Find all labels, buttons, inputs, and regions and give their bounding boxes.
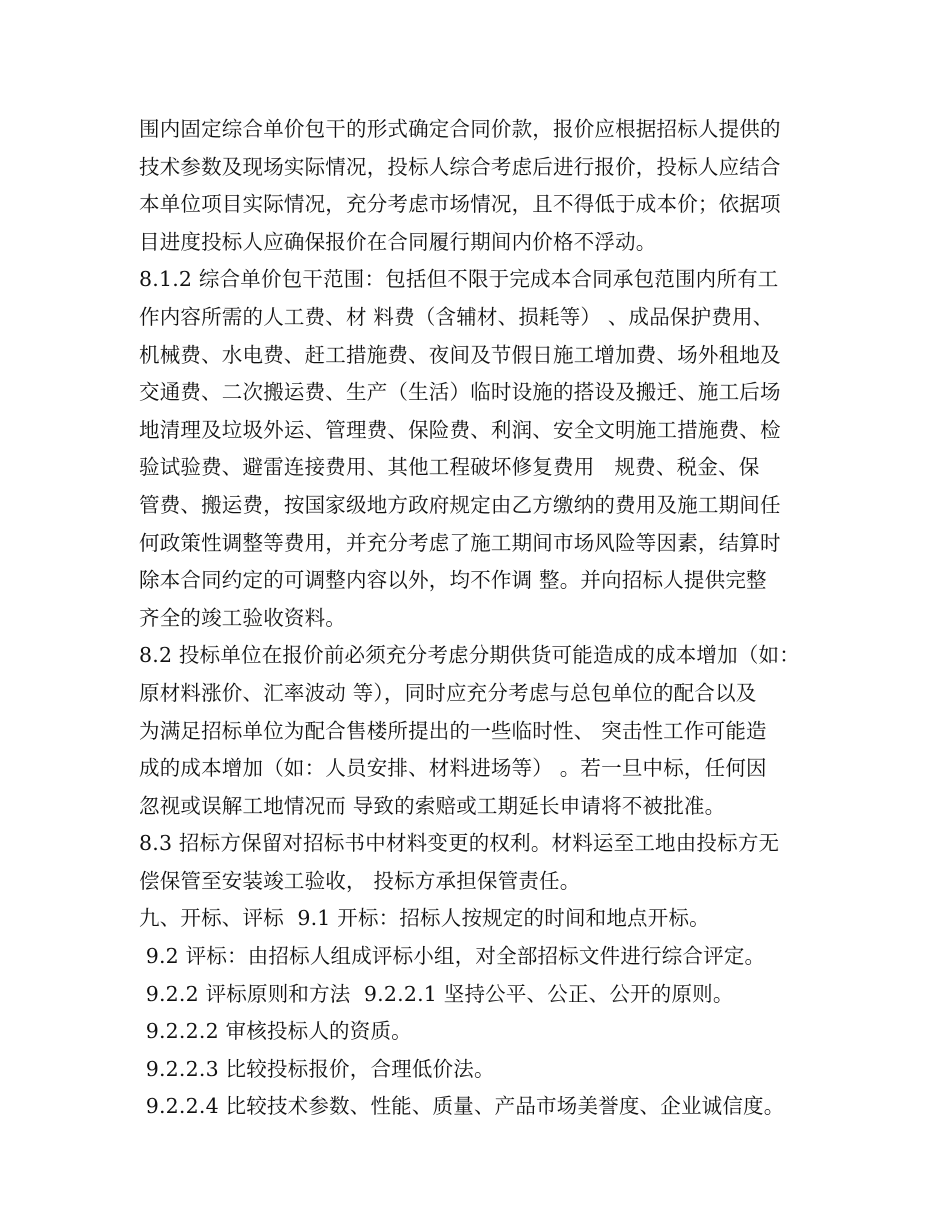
text-line: 地清理及垃圾外运、管理费、保险费、利润、安全文明施工措施费、检 [139, 417, 781, 442]
clause-8-2-line: 8.2 投标单位在报价前必须充分考虑分期供货可能造成的成本增加（如： [139, 643, 800, 668]
text-line: 忽视或误解工地情况而 导致的索赔或工期延长申请将不被批准。 [139, 793, 726, 818]
text-line: 围内固定综合单价包干的形式确定合同价款，报价应根据招标人提供的 [139, 117, 781, 141]
text-line: 本单位项目实际情况，充分考虑市场情况，且不得低于成本价；依据项 [139, 192, 781, 217]
text-line: 作内容所需的人工费、材 料费（含辅材、损耗等） 、成品保护费用、 [139, 304, 774, 329]
document-body [139, 111, 839, 1126]
text-line: 管费、搬运费，按国家级地方政府规定由乙方缴纳的费用及施工期间任 [139, 492, 781, 517]
text-line: 原材料涨价、汇率波动 等），同时应充分考虑与总包单位的配合以及 [139, 680, 757, 705]
clause-9-2-2-2-line: 9.2.2.2 审核投标人的资质。 [139, 1019, 412, 1044]
text-line: 交通费、二次搬运费、生产（生活）临时设施的搭设及搬迁、施工后场 [139, 380, 781, 405]
text-line: 除本合同约定的可调整内容以外，均不作调 整。并向招标人提供完整 [139, 568, 767, 593]
clause-9-2-line: 9.2 评标：由招标人组成评标小组，对全部招标文件进行综合评定。 [139, 944, 766, 969]
text-line: 何政策性调整等费用，并充分考虑了施工期间市场风险等因素，结算时 [139, 530, 781, 555]
section-9-heading-line: 九、开标、评标 9.1 开标：招标人按规定的时间和地点开标。 [139, 906, 710, 931]
text-line: 偿保管至安装竣工验收， 投标方承担保管责任。 [139, 868, 581, 893]
clause-9-2-2-4-line: 9.2.2.4 比较技术参数、性能、质量、产品市场美誉度、企业诚信度。 [139, 1094, 785, 1119]
text-line: 验试验费、避雷连接费用、其他工程破坏修复费用 规费、税金、保 [139, 455, 760, 480]
text-line: 为满足招标单位为配合售楼所提出的一些临时性、 突击性工作可能造 [139, 718, 767, 743]
clause-8-3-line: 8.3 招标方保留对招标书中材料变更的权利。材料运至工地由投标方无 [139, 831, 780, 856]
text-line: 目进度投标人应确保报价在合同履行期间内价格不浮动。 [139, 229, 657, 254]
text-line: 齐全的竣工验收资料。 [139, 605, 346, 630]
text-line: 技术参数及现场实际情况，投标人综合考虑后进行报价，投标人应结合 [139, 154, 781, 179]
clause-9-2-2-line: 9.2.2 评标原则和方法 9.2.2.1 坚持公平、公正、公开的原则。 [139, 981, 734, 1006]
clause-8-1-2-line: 8.1.2 综合单价包干范围：包括但不限于完成本合同承包范围内所有工 [139, 267, 779, 292]
clause-9-2-2-3-line: 9.2.2.3 比较投标报价，合理低价法。 [139, 1056, 495, 1081]
text-line: 机械费、水电费、赶工措施费、夜间及节假日施工增加费、场外租地及 [139, 342, 781, 367]
text-line: 成的成本增加（如：人员安排、材料进场等） 。若一旦中标，任何因 [139, 756, 767, 781]
